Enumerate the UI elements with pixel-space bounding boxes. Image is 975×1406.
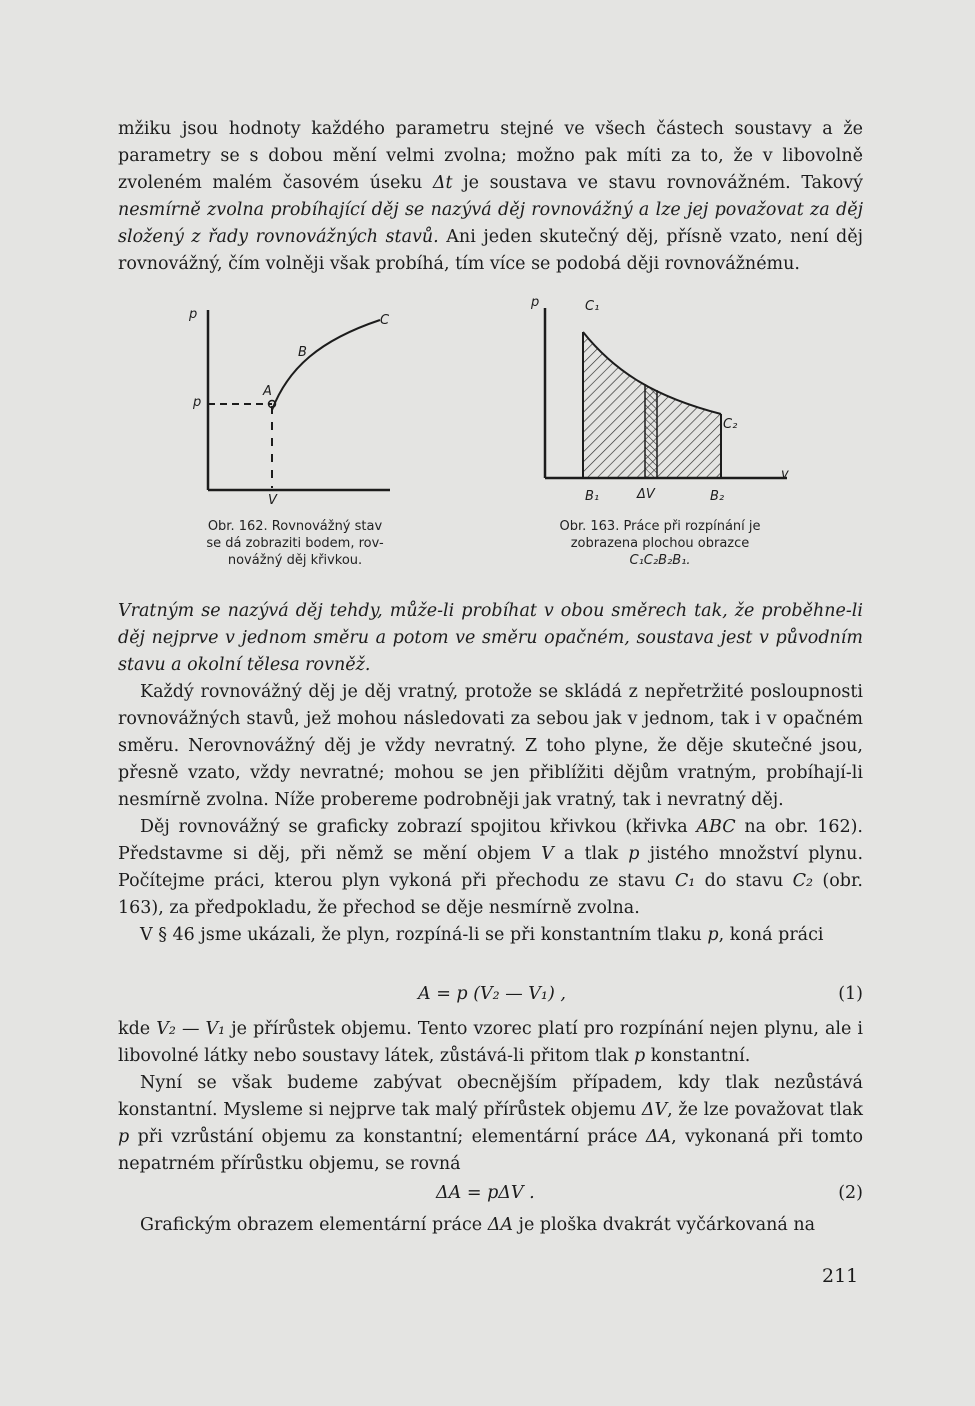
fig162-caption-line: Obr. 162. Rovnovážný stav bbox=[207, 519, 383, 534]
text-run: konstantní. bbox=[645, 1046, 751, 1066]
paragraph bbox=[118, 814, 863, 922]
paragraph-block-mid bbox=[118, 598, 863, 949]
page-number: 211 bbox=[822, 1265, 859, 1287]
fig162-p-axis-label: p bbox=[189, 307, 198, 322]
text-run: V § 46 jsme ukázali, že plyn, rozpíná-li se při konstantním tlaku bbox=[140, 925, 708, 945]
text-run: Grafickým obrazem elementární práce bbox=[140, 1215, 488, 1235]
equation-2-number: (2) bbox=[838, 1183, 863, 1203]
fig163-caption-line: zobrazena plochou obrazce bbox=[570, 536, 750, 551]
paragraph bbox=[118, 1016, 863, 1070]
italic-text: Δt bbox=[432, 173, 453, 193]
equation-1-formula: A = p (V₂ — V₁) , bbox=[418, 984, 566, 1004]
fig163-label-b1: B₁ bbox=[585, 489, 600, 504]
italic-text: C₁ bbox=[674, 871, 696, 891]
text-run: mžiku jsou hodnoty každého parametru stejné ve všech částech soustavy a že parametry se s dobou mění velmi zvolna; možno pak míti za to, že v libovolně zvoleném malém časovém úseku bbox=[118, 119, 863, 193]
italic-text: Vratným se nazývá děj tehdy, může-li probíhat v obou směrech tak, že proběhne-li děj nejprve v jednom směru a potom ve směru opačném, soustava jest v původním stavu a okolní tělesa rovněž. bbox=[118, 601, 863, 675]
equation-2 bbox=[118, 1183, 863, 1210]
paragraph bbox=[118, 598, 863, 679]
fig163-p-axis-label: p bbox=[531, 295, 540, 310]
text-run: , vykonaná při tomto nepatrném přírůstku objemu, se rovná bbox=[118, 1127, 864, 1174]
fig163-element-area bbox=[645, 384, 657, 478]
italic-text: p bbox=[118, 1127, 130, 1147]
text-run: je přírůstek objemu. Tento vzorec platí pro rozpínání nejen plynu, ale i libovolné látky nebo soustavy látek, zůstává-li přitom tlak bbox=[118, 1019, 863, 1066]
italic-text: nesmírně zvolna probíhající děj se nazývá děj rovnovážný a lze jej považovat za děj složený z řady rovnovážných stavů. bbox=[118, 200, 863, 247]
italic-text: V bbox=[541, 844, 554, 864]
text-run: jistého množství plynu. Počítejme práci, kterou plyn vykoná při přechodu ze stavu bbox=[118, 844, 864, 891]
paragraph-block-after-eq2 bbox=[118, 1212, 863, 1239]
paragraph bbox=[118, 922, 863, 949]
paragraph bbox=[118, 116, 863, 278]
fig163-caption-line: Obr. 163. Práce při rozpínání je bbox=[559, 519, 761, 534]
fig163-caption bbox=[530, 518, 790, 569]
fig163-label-b2: B₂ bbox=[710, 489, 725, 504]
text-run: je soustava ve stavu rovnovážném. Takový bbox=[452, 173, 863, 193]
fig162-p-value-label: p bbox=[193, 395, 202, 410]
text-run: , že lze považovat tlak bbox=[667, 1100, 864, 1120]
fig162-caption bbox=[170, 518, 420, 569]
paragraph bbox=[118, 1212, 863, 1239]
figure-163 bbox=[525, 292, 805, 510]
italic-text: V₂ — V₁ bbox=[156, 1019, 226, 1039]
text-run: a tlak bbox=[553, 844, 629, 864]
fig163-label-c2: C₂ bbox=[723, 417, 738, 432]
text-run: Ani jeden skutečný děj, přísně vzato, není děj rovnovážný, čím volněji však probíhá, tím více se podobá ději rovnovážnému. bbox=[118, 227, 863, 274]
fig162-caption-line: novážný děj křivkou. bbox=[227, 553, 363, 568]
equation-1 bbox=[118, 984, 863, 1011]
fig163-v-axis-label: v bbox=[781, 467, 789, 482]
fig163-label-c1: C₁ bbox=[585, 299, 600, 314]
paragraph-block-after-eq1 bbox=[118, 1016, 863, 1178]
text-run: Děj rovnovážný se graficky zobrazí spojitou křivkou (křivka bbox=[140, 817, 697, 837]
figure-162 bbox=[180, 298, 400, 510]
italic-text: ΔA bbox=[645, 1127, 672, 1147]
fig162-label-b: B bbox=[298, 345, 307, 360]
italic-text: ΔA bbox=[487, 1215, 513, 1235]
text-run: Nyní se však budeme zabývat obecnějším případem, kdy tlak nezůstává konstantní. Mysleme si nejprve tak malý přírůstek objemu bbox=[118, 1073, 863, 1120]
fig163-caption-line: C₁C₂B₂B₁. bbox=[629, 553, 691, 568]
italic-text: C₂ bbox=[792, 871, 814, 891]
fig162-curve-abc bbox=[272, 320, 380, 410]
italic-text: p bbox=[628, 844, 640, 864]
italic-text: p bbox=[633, 1046, 646, 1066]
fig162-v-axis-label: V bbox=[268, 493, 277, 508]
equation-1-number: (1) bbox=[838, 984, 863, 1004]
text-run: , koná práci bbox=[718, 925, 824, 945]
paragraph-block-top bbox=[118, 116, 863, 278]
text-run: Každý rovnovážný děj je děj vratný, protože se skládá z nepřetržité posloupnosti rovnovážných stavů, jež mohou následovati za sebou jak v jednom, tak i v opačném směru. Nerovnovážný děj je vždy nevratný. Z toho plyne, že děje skutečné jsou, přesně vzato, vždy nevratné; mohou se jen přiblížiti dějům vratným, probíhají-li nesmírně zvolna. Níže probereme podrobněji jak vratný, tak i nevratný děj. bbox=[118, 682, 863, 810]
text-run: při vzrůstání objemu za konstantní; elementární práce bbox=[129, 1127, 646, 1147]
italic-text: ABC bbox=[696, 817, 736, 837]
italic-text: p bbox=[707, 925, 719, 945]
fig162-caption-line: se dá zobraziti bodem, rov- bbox=[206, 536, 384, 551]
paragraph bbox=[118, 679, 863, 814]
fig162-label-a: A bbox=[263, 384, 272, 399]
text-run: (obr. 163), za předpokladu, že přechod se děje nesmírně zvolna. bbox=[118, 871, 863, 918]
equation-2-formula: ΔA = pΔV . bbox=[436, 1183, 535, 1203]
paragraph bbox=[118, 1070, 863, 1178]
italic-text: ΔV bbox=[641, 1100, 668, 1120]
text-run: na obr. 162). Představme si děj, při němž se mění objem bbox=[118, 817, 863, 864]
fig162-label-c: C bbox=[380, 313, 390, 328]
text-run: do stavu bbox=[695, 871, 793, 891]
fig163-label-dv: ΔV bbox=[637, 487, 655, 502]
text-run: kde bbox=[118, 1019, 157, 1039]
text-run: je ploška dvakrát vyčárkovaná na bbox=[512, 1215, 816, 1235]
